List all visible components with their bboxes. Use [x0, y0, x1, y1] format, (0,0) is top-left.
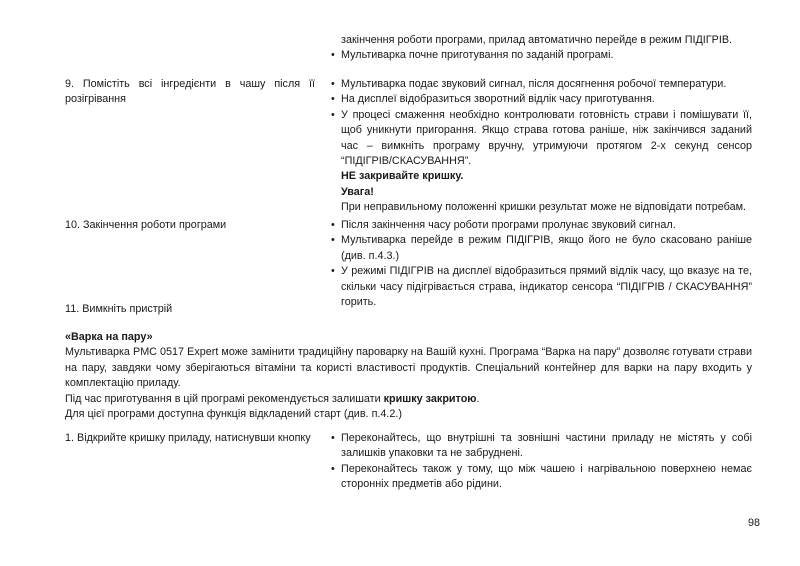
bullet-item: • Мультиварка почне приготування по заданій програмі. [331, 48, 752, 63]
bullet-item: • На дисплеї відобразиться зворотний відлік часу приготування. [331, 92, 752, 107]
bullet-item: • Переконайтесь, що внутрішні та зовнішні частини приладу не містять у собі залишків упаковки та не забруднені. [331, 431, 752, 462]
lid-recommendation: Під час приготування в цій програмі рекомендується залишати кришку закритою. [65, 392, 480, 405]
step-9-label: 9. Помістіть всі інгредієнти в чашу після її розігрівання [65, 78, 315, 106]
bullet-item: • Переконайтесь також у тому, що між чашею і нагрівальною поверхнею немає сторонніх предметів або рідини. [331, 462, 752, 493]
bullet-item: • У режимі ПІДІГРІВ на дисплеї відобразиться прямий відлік часу, що вказує на те, скільки часу підігрівається страва, індикатор сенсора “ПІДІГРІВ / СКАСУВАННЯ” горить. [331, 264, 752, 310]
step-1-label: 1. Відкрийте кришку приладу, натиснувши кнопку [65, 432, 311, 444]
step-9-bullets [331, 77, 752, 216]
attention-label: Увага! [341, 185, 374, 198]
warning-note: НЕ закривайте кришку. [341, 170, 464, 183]
continued-text: закінчення роботи програми, прилад автоматично перейде в режим ПІДІГРІВ. [341, 34, 733, 46]
delay-start-note: Для цієї програми доступна функція відкладений старт (див. п.4.2.) [65, 408, 403, 421]
bullet-item: • Після закінчення часу роботи програми пролунає звуковий сигнал. [331, 218, 752, 233]
step-10-bullets [331, 218, 752, 310]
page-number: 98 [747, 517, 760, 529]
step-11-label: 11. Вимкніть пристрій [65, 303, 173, 315]
top-continuation [331, 33, 752, 64]
section-heading: «Варка на пару» [65, 331, 153, 343]
step-10-label: 10. Закінчення роботи програми [65, 219, 227, 231]
section-paragraph: Мультиварка PMC 0517 Expert може замінити традиційну пароварку на Вашій кухні. Програма “Варка на пару” дозволяє готувати страви на пару, завдяки чому зберігаються вітаміни та користі властивості продуктів. Спеціальний контейнер для варки на пару входить у комплектацію приладу. [65, 346, 752, 390]
note-text: При неправильному положенні кришки результат може не відповідати потребам. [341, 201, 747, 214]
step-1-bullets [331, 431, 752, 493]
steam-section [65, 330, 752, 422]
bullet-item: • Мультиварка перейде в режим ПІДІГРІВ, якщо його не було скасовано раніше (див. п.4.3.) [331, 233, 752, 264]
bullet-item: • Мультиварка подає звуковий сигнал, після досягнення робочої температури. [331, 77, 752, 92]
bullet-item: • У процесі смаження необхідно контролювати готовність страви і помішувати її, щоб уникнути пригорання. Якщо страва готова раніше, ніж закінчився заданий час – вимкніть програму вручну, утримуючи протягом 2-х секунд сенсор “ПІДІГРІВ/СКАСУВАННЯ”. [331, 108, 752, 170]
